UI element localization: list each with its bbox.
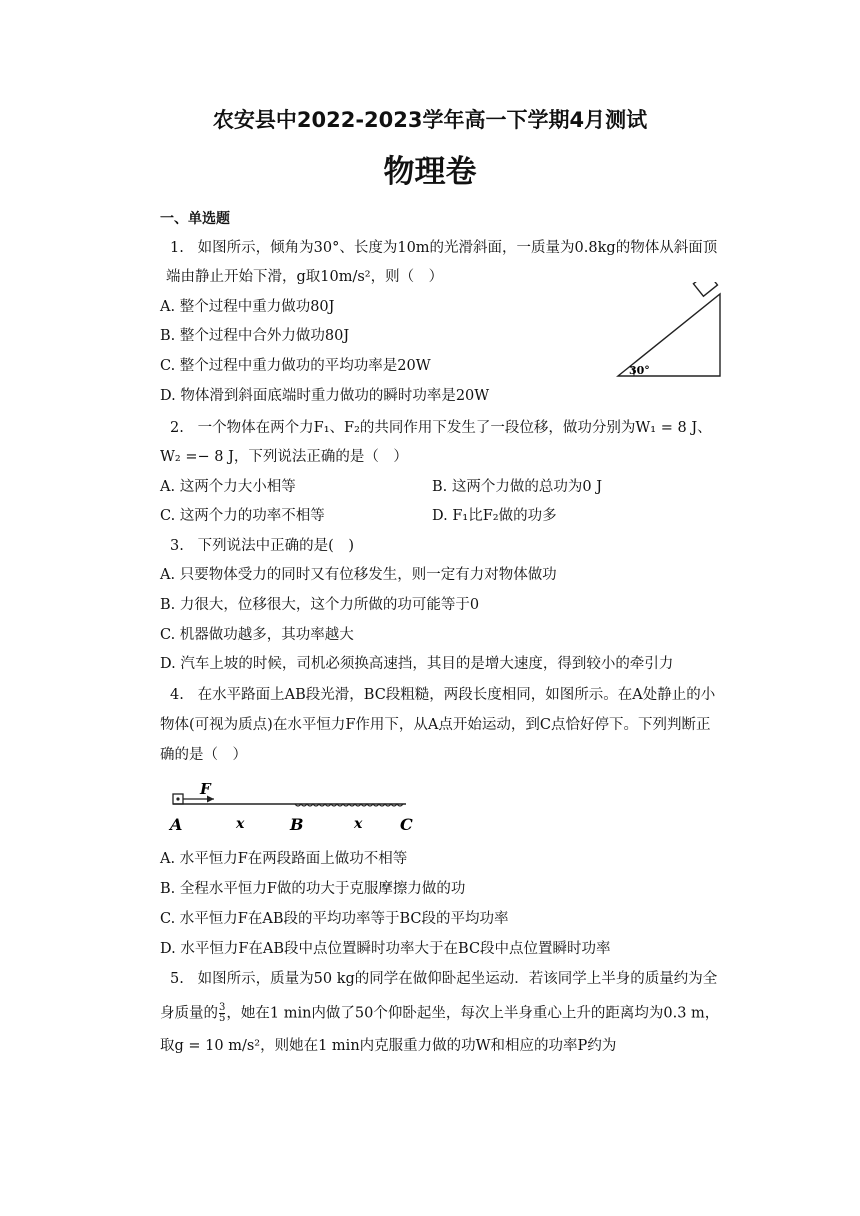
force-label: F bbox=[200, 780, 211, 798]
fraction-denominator: 5 bbox=[219, 1013, 226, 1024]
segment-bc-label: x bbox=[354, 816, 363, 832]
exam-title: 农安县中2022-2023学年高一下学期4月测试 bbox=[212, 108, 648, 132]
q4-option-c: C. 水平恒力F在AB段的平均功率等于BC段的平均功率 bbox=[160, 911, 509, 927]
q1-option-d: D. 物体滑到斜面底端时重力做功的瞬时功率是20W bbox=[160, 388, 490, 404]
q2-option-a: A. 这两个力大小相等 bbox=[160, 479, 296, 495]
section-heading: 一、单选题 bbox=[160, 211, 230, 227]
fraction-three-fifths bbox=[219, 1003, 225, 1024]
q4-stem-line2: 物体(可视为质点)在水平恒力F作用下，从A点开始运动，到C点恰好停下。下列判断正 bbox=[160, 717, 711, 733]
q4-option-b: B. 全程水平恒力F做的功大于克服摩擦力做的功 bbox=[160, 881, 466, 897]
segment-ab-label: x bbox=[236, 816, 245, 832]
track-figure bbox=[162, 776, 422, 836]
q1-stem-line1: 1. 如图所示，倾角为30°、长度为10m的光滑斜面，一质量为0.8kg的物体从斜面顶 bbox=[170, 240, 718, 256]
point-a-label: A bbox=[170, 815, 183, 834]
q5-stem-line2 bbox=[160, 1003, 719, 1024]
q2-option-c: C. 这两个力的功率不相等 bbox=[160, 508, 325, 524]
exam-subtitle: 物理卷 bbox=[383, 154, 477, 190]
q5-stem-line1: 5. 如图所示，质量为50 kg的同学在做仰卧起坐运动．若该同学上半身的质量约为全 bbox=[170, 971, 718, 987]
q5-stem-line3: 取g = 10 m/s²，则她在1 min内克服重力做的功W和相应的功率P约为 bbox=[160, 1038, 617, 1054]
q3-option-c: C. 机器做功越多，其功率越大 bbox=[160, 627, 354, 643]
q5-line2-end: ，她在1 min内做了50个仰卧起坐，每次上半身重心上升的距离均为0.3 m， bbox=[226, 1005, 720, 1022]
q3-option-d: D. 汽车上坡的时候，司机必须换高速挡，其目的是增大速度，得到较小的牵引力 bbox=[160, 656, 674, 672]
q4-option-d: D. 水平恒力F在AB段中点位置瞬时功率大于在BC段中点位置瞬时功率 bbox=[160, 941, 611, 957]
point-b-label: B bbox=[290, 815, 304, 834]
q4-option-a: A. 水平恒力F在两段路面上做功不相等 bbox=[160, 851, 408, 867]
q2-option-b: B. 这两个力做的总功为0 J bbox=[432, 479, 603, 495]
q1-stem-line2: 端由静止开始下滑，g取10m/s²，则（ ） bbox=[166, 269, 444, 285]
q1-option-a: A. 整个过程中重力做功80J bbox=[160, 299, 335, 315]
q5-line2-start: 身质量的 bbox=[160, 1005, 218, 1022]
angle-label: 30° bbox=[629, 364, 650, 377]
q3-option-b: B. 力很大，位移很大，这个力所做的功可能等于0 bbox=[160, 597, 480, 613]
q3-stem-line1: 3. 下列说法中正确的是( ) bbox=[170, 538, 354, 554]
q2-option-d: D. F₁比F₂做的功多 bbox=[432, 508, 557, 524]
point-c-label: C bbox=[400, 815, 413, 834]
q2-stem-line1: 2. 一个物体在两个力F₁、F₂的共同作用下发生了一段位移，做功分别为W₁ = 8 J、 bbox=[170, 420, 712, 436]
q4-stem-line3: 确的是（ ） bbox=[160, 747, 247, 763]
q3-option-a: A. 只要物体受力的同时又有位移发生，则一定有力对物体做功 bbox=[160, 567, 557, 583]
q4-stem-line1: 4. 在水平路面上AB段光滑，BC段粗糙，两段长度相同，如图所示。在A处静止的小 bbox=[170, 687, 716, 703]
q1-option-c: C. 整个过程中重力做功的平均功率是20W bbox=[160, 358, 431, 374]
incline-figure bbox=[612, 282, 742, 382]
q1-option-b: B. 整个过程中合外力做功80J bbox=[160, 328, 350, 344]
fraction-numerator: 3 bbox=[219, 1002, 226, 1013]
q2-stem-line2: W₂ =− 8 J，下列说法正确的是（ ） bbox=[160, 449, 408, 465]
